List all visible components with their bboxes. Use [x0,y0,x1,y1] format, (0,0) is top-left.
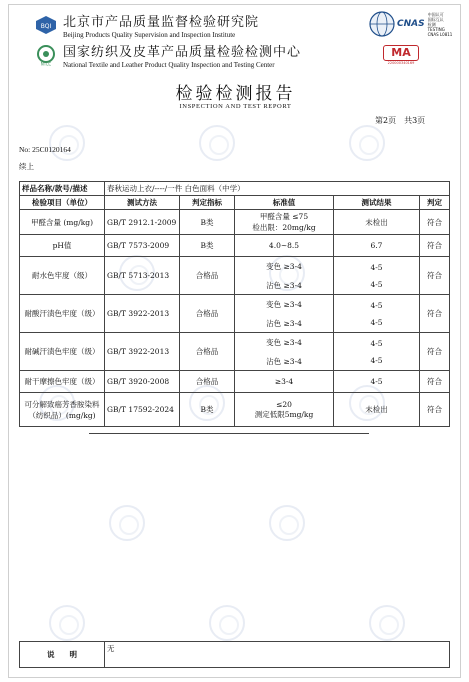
center-header [35,41,301,69]
note-value: 无 [105,642,450,668]
col-header-result: 测试结果 [334,196,420,210]
cell-item: 耐酸汗渍色牢度（级） [20,295,105,333]
report-page [8,4,461,678]
cell-result: 4-5 4-5 [334,295,420,333]
center-name-cn: 国家纺织及皮革产品质量检验检测中心 [63,45,302,60]
table-row [20,235,450,257]
cell-method: GB/T 7573-2009 [105,235,180,257]
end-line [89,433,369,434]
cell-verdict: 符合 [420,235,450,257]
note-table [19,641,450,668]
report-number: No: 25C0120164 [19,145,71,154]
cell-standard: ≤20 测定低限5mg/kg [235,393,334,427]
watermark-icon [209,605,245,641]
cell-standard: 甲醛含量 ≤75 检出限：20mg/kg [235,210,334,235]
cell-verdict: 符合 [420,257,450,295]
cell-verdict: 符合 [420,333,450,371]
col-header-verdict: 判定 [420,196,450,210]
cell-index: 合格品 [180,333,235,371]
cell-standard: 变色 ≥3-4 沾色 ≥3-4 [235,257,334,295]
ma-stamp [383,45,419,65]
cell-method: GB/T 2912.1-2009 [105,210,180,235]
ntlc-logo-icon [35,45,57,65]
watermark-icon [269,505,305,541]
institute-header [35,11,259,39]
cnas-mark: CNAS [397,19,425,29]
cell-item: 耐干摩擦色牢度（级） [20,371,105,393]
report-title-en: INSPECTION AND TEST REPORT [179,103,292,110]
header-row [20,196,450,210]
watermark-icon [49,605,85,641]
cell-item: pH值 [20,235,105,257]
results-table [19,181,450,427]
cell-verdict: 符合 [420,393,450,427]
cell-result: 4-5 4-5 [334,333,420,371]
cell-item: 耐水色牢度（级） [20,257,105,295]
col-header-item: 检验项目（单位） [20,196,105,210]
bqi-logo-icon [35,15,57,35]
ma-mark: MA [383,45,419,61]
cell-method: GB/T 3920-2008 [105,371,180,393]
cell-item: 甲醛含量 (mg/kg) [20,210,105,235]
cell-result: 4-5 4-5 [334,257,420,295]
cell-index: B类 [180,235,235,257]
sample-label: 样品名称/款号/描述 [20,182,105,196]
col-header-index: 判定指标 [180,196,235,210]
report-title: 检验检测报告 [175,84,296,104]
cell-item: 耐碱汗渍色牢度（级） [20,333,105,371]
sample-value: 春秋运动上衣/----/一件 白色面料（中学） [105,182,450,196]
note-label: 说 明 [20,642,105,668]
table-row [20,295,450,333]
cell-verdict: 符合 [420,295,450,333]
cell-result: 未检出 [334,210,420,235]
page-info: 第2页 共3页 [375,116,426,125]
col-header-method: 测试方法 [105,196,180,210]
globe-icon [369,11,395,37]
cell-method: GB/T 17592-2024 [105,393,180,427]
center-name-en: National Textile and Leather Product Quality Inspection and Testing Center [63,61,275,69]
table-row [20,257,450,295]
cnas-badge [369,11,452,37]
cell-standard: ≥3-4 [235,371,334,393]
watermark-icon [109,505,145,541]
table-row [20,371,450,393]
sample-row [20,182,450,196]
cell-index: 合格品 [180,295,235,333]
cell-index: 合格品 [180,257,235,295]
cell-verdict: 符合 [420,371,450,393]
continued-label: 续上 [19,162,34,171]
watermark-icon [199,125,235,161]
cell-method: GB/T 5713-2013 [105,257,180,295]
table-row [20,393,450,427]
cell-item: 可分解致癌芳香胺染料（纺织品）(mg/kg) [20,393,105,427]
cell-method: GB/T 3922-2013 [105,333,180,371]
cell-standard: 变色 ≥3-4 沾色 ≥3-4 [235,333,334,371]
cell-index: 合格品 [180,371,235,393]
cell-standard: 变色 ≥3-4 沾色 ≥3-4 [235,295,334,333]
institute-name-en: Beijing Products Quality Supervision and Inspection Institute [63,31,236,39]
cell-method: GB/T 3922-2013 [105,295,180,333]
watermark-icon [49,125,85,161]
watermark-icon [369,605,405,641]
svg-text:NTLC: NTLC [40,61,52,66]
table-row [20,210,450,235]
cell-index: B类 [180,393,235,427]
cell-result: 4-5 [334,371,420,393]
cnas-caption: 中国认可 国际互认 检测 TESTING CNAS L0811 [427,11,453,37]
institute-name-cn: 北京市产品质量监督检验研究院 [63,15,260,30]
cell-standard: 4.0~8.5 [235,235,334,257]
cell-result: 6.7 [334,235,420,257]
ma-number: 220000340169 [387,61,415,65]
svg-text:BQI: BQI [40,23,52,30]
cell-result: 未检出 [334,393,420,427]
table-row [20,333,450,371]
cell-verdict: 符合 [420,210,450,235]
cell-index: B类 [180,210,235,235]
col-header-standard: 标准值 [235,196,334,210]
watermark-icon [349,125,385,161]
